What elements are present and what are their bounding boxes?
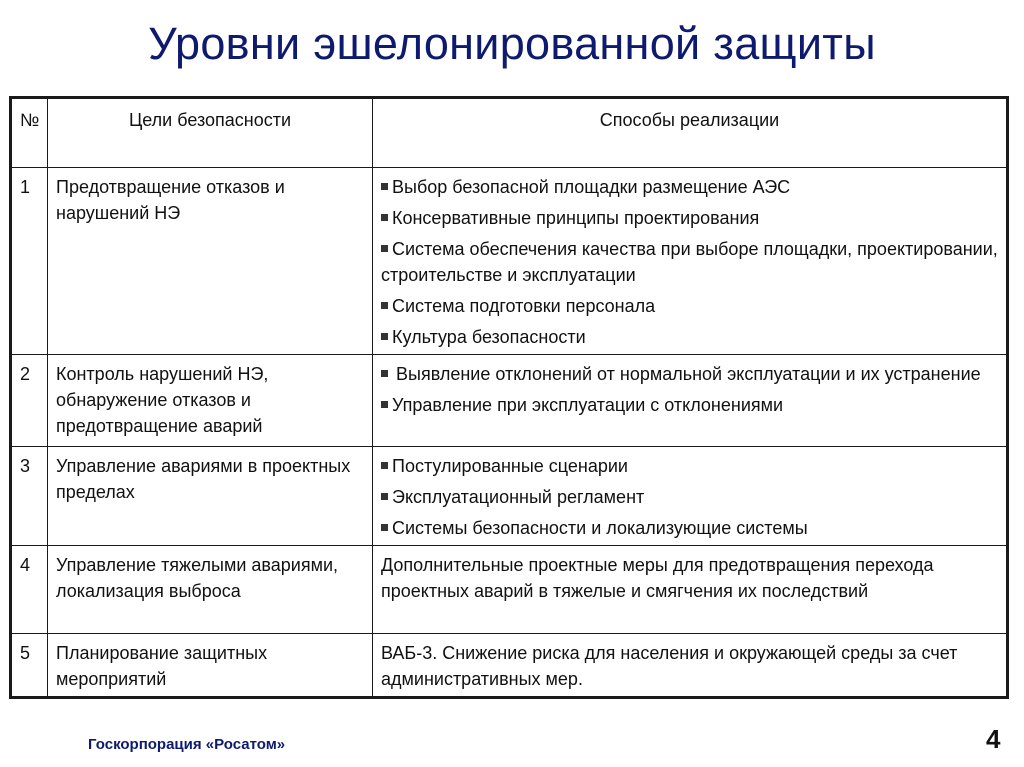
page-number: 4: [986, 724, 1001, 754]
square-bullet-icon: [381, 370, 388, 377]
square-bullet-icon: [381, 333, 388, 340]
row-number: 4: [11, 546, 48, 634]
row-goal: Предотвращение отказов и нарушений НЭ: [48, 168, 373, 355]
row-number: 3: [11, 447, 48, 546]
square-bullet-icon: [381, 245, 388, 252]
row-methods: [373, 447, 1008, 546]
method-item: Эксплуатационный регламент: [381, 484, 998, 510]
table-row: [11, 447, 1008, 546]
table-row: [11, 634, 1008, 698]
table-container: [9, 96, 1006, 699]
square-bullet-icon: [381, 302, 388, 309]
header-num: №: [11, 98, 48, 168]
square-bullet-icon: [381, 462, 388, 469]
header-methods: Способы реализации: [373, 98, 1008, 168]
method-item: Выявление отклонений от нормальной эксплуатации и их устранение: [381, 361, 998, 387]
row-goal: Управление тяжелыми авариями, локализация выброса: [48, 546, 373, 634]
slide-title: Уровни эшелонированной защиты: [148, 18, 876, 69]
footer-organization: Госкорпорация «Росатом»: [88, 736, 286, 753]
row-methods: Дополнительные проектные меры для предотвращения перехода проектных аварий в тяжелые и смягчения их последствий: [373, 546, 1008, 634]
row-goal: Контроль нарушений НЭ, обнаружение отказов и предотвращение аварий: [48, 355, 373, 447]
header-goals: Цели безопасности: [48, 98, 373, 168]
table-header-row: [11, 98, 1008, 168]
method-item: Управление при эксплуатации с отклонениями: [381, 392, 998, 418]
square-bullet-icon: [381, 524, 388, 531]
row-goal: Планирование защитных мероприятий: [48, 634, 373, 698]
square-bullet-icon: [381, 401, 388, 408]
row-methods: [373, 355, 1008, 447]
square-bullet-icon: [381, 214, 388, 221]
row-number: 5: [11, 634, 48, 698]
method-item: Система подготовки персонала: [381, 293, 998, 319]
table-row: [11, 355, 1008, 447]
method-item: Системы безопасности и локализующие системы: [381, 515, 998, 541]
row-methods: ВАБ-3. Снижение риска для населения и окружающей среды за счет административных мер.: [373, 634, 1008, 698]
row-number: 1: [11, 168, 48, 355]
method-item: Постулированные сценарии: [381, 453, 998, 479]
method-item: Консервативные принципы проектирования: [381, 205, 998, 231]
row-methods: [373, 168, 1008, 355]
table-row: [11, 168, 1008, 355]
method-item: Культура безопасности: [381, 324, 998, 350]
defense-levels-table: [9, 96, 1009, 699]
table-row: [11, 546, 1008, 634]
row-number: 2: [11, 355, 48, 447]
method-item: Система обеспечения качества при выборе площадки, проектировании, строительстве и эксплуатации: [381, 239, 998, 285]
method-item: Выбор безопасной площадки размещение АЭС: [381, 174, 998, 200]
row-goal: Управление авариями в проектных пределах: [48, 447, 373, 546]
square-bullet-icon: [381, 493, 388, 500]
square-bullet-icon: [381, 183, 388, 190]
